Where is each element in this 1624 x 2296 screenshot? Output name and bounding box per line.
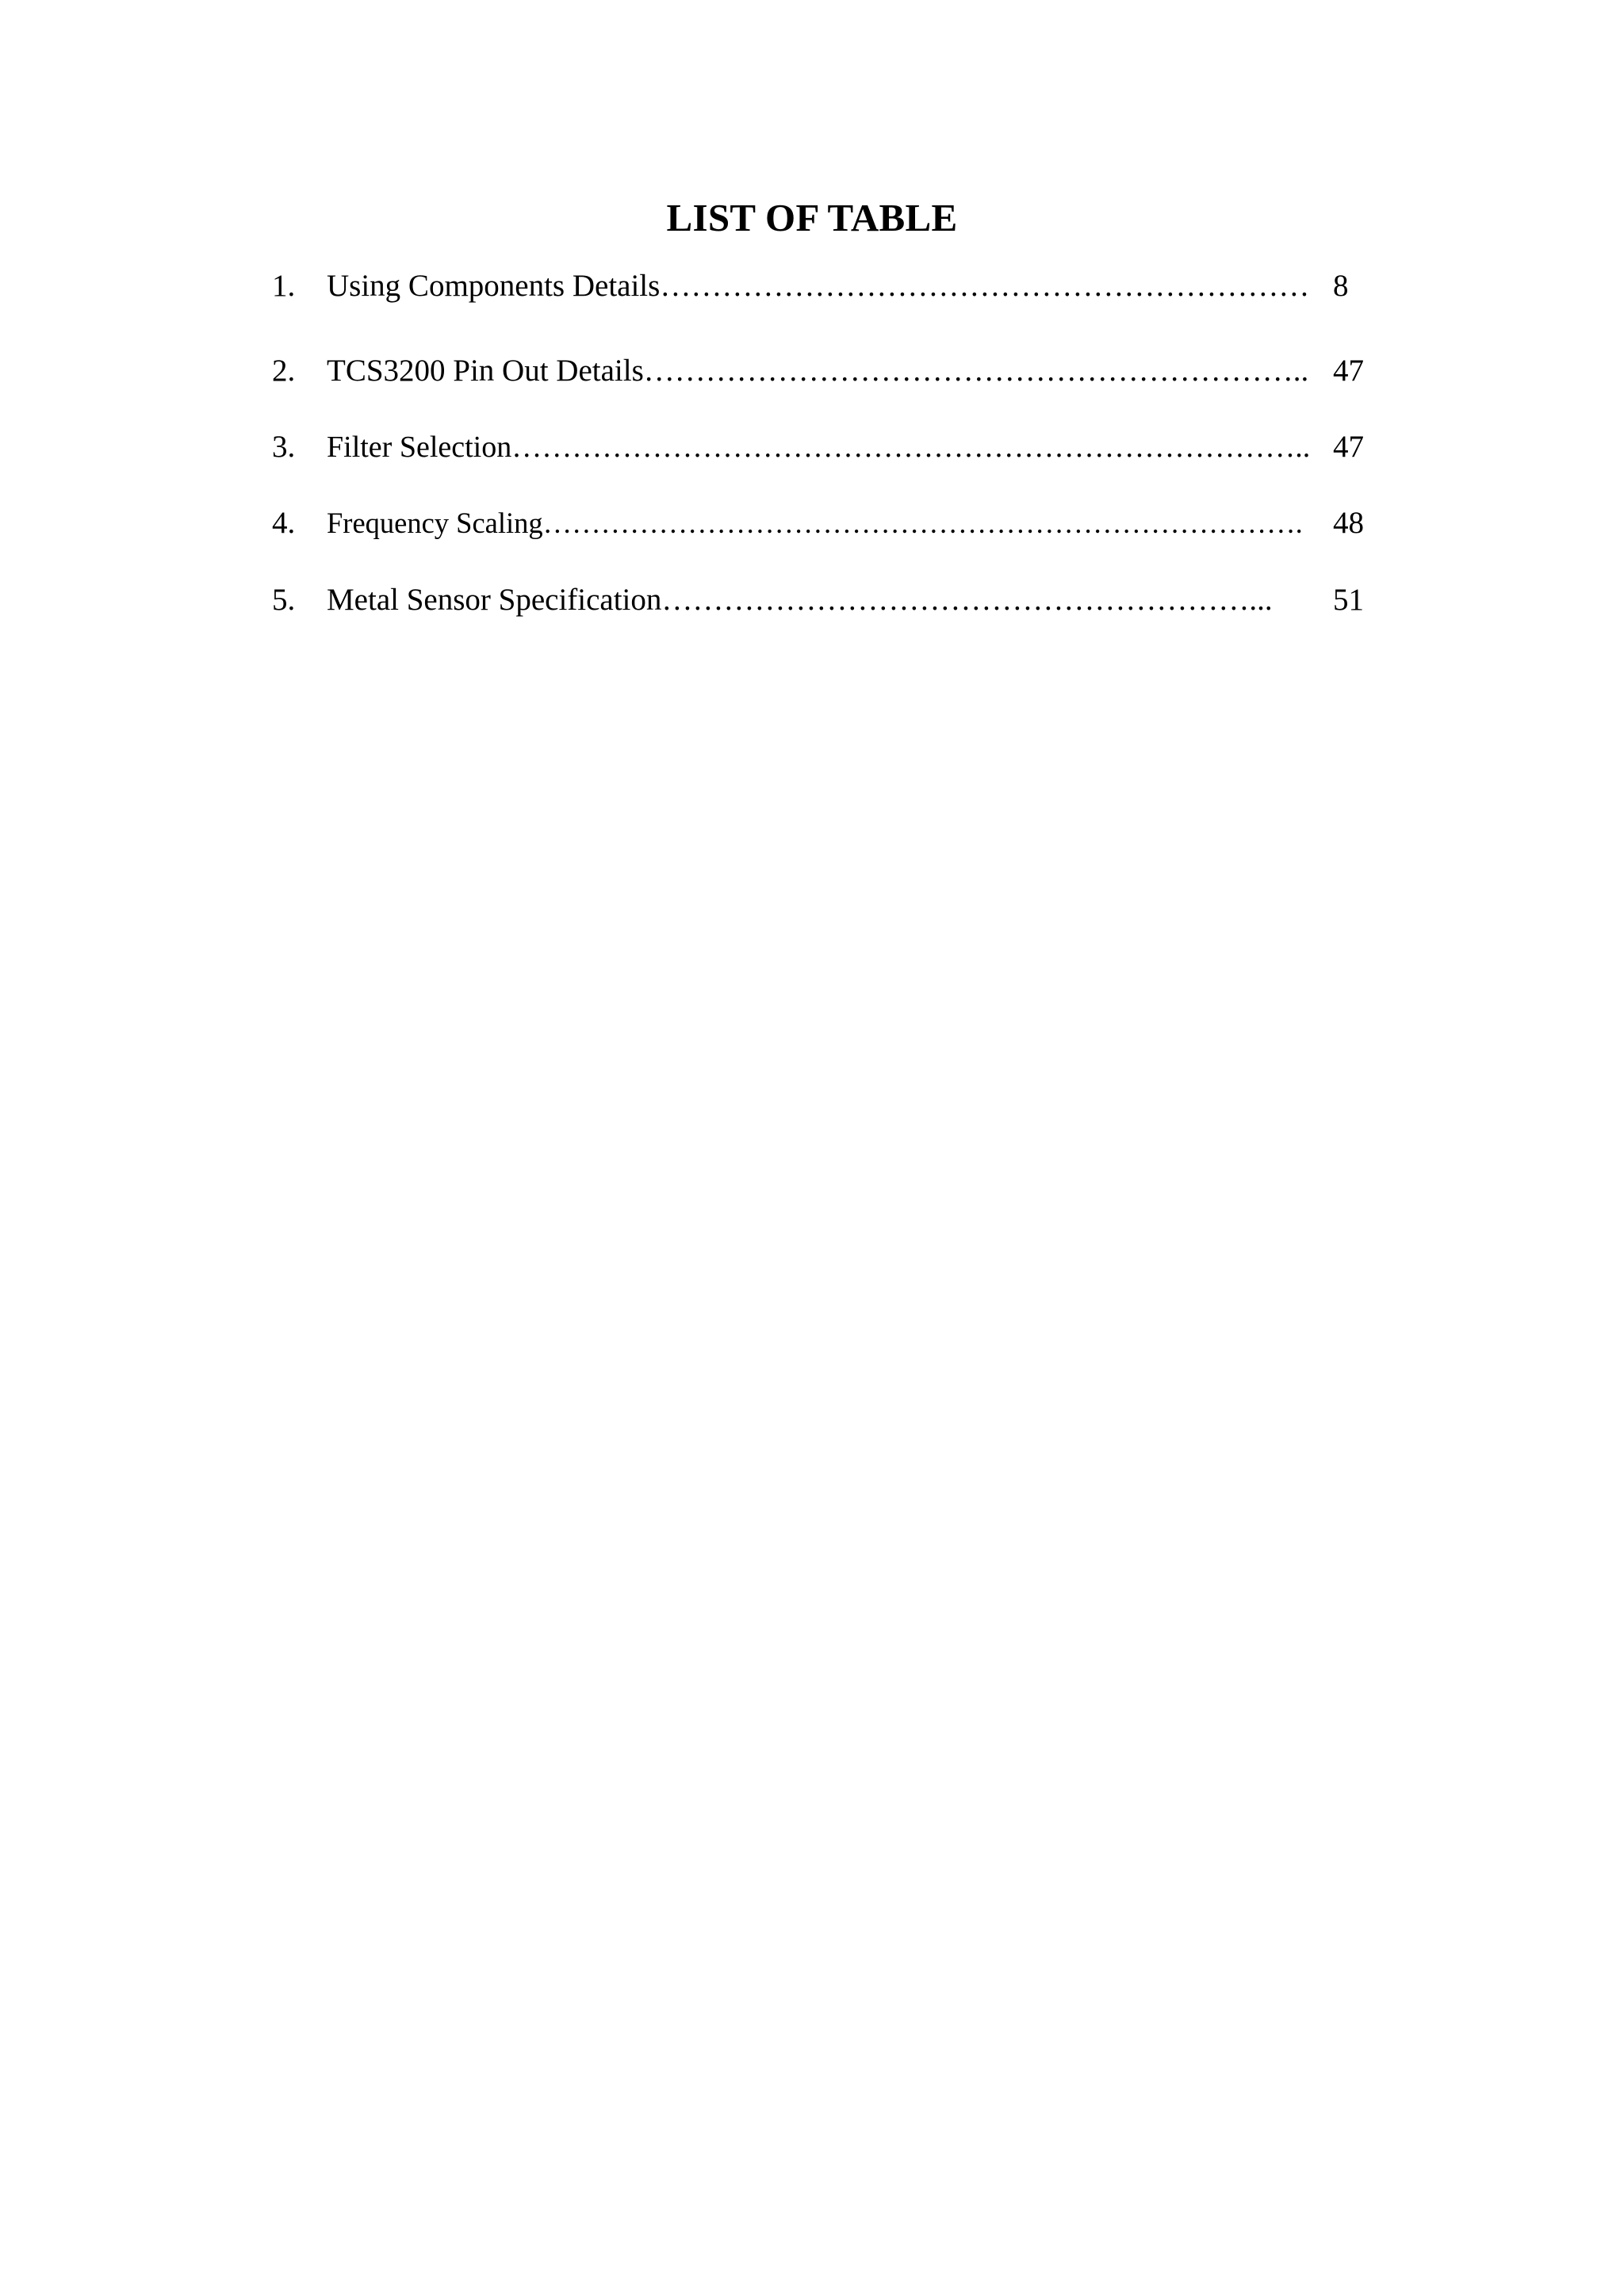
toc-entry bbox=[0, 349, 1624, 393]
toc-entry bbox=[0, 425, 1624, 469]
toc-entry-number: 3. bbox=[272, 430, 296, 464]
page-title: LIST OF TABLE bbox=[666, 196, 958, 239]
toc-entry-number: 2. bbox=[272, 354, 296, 388]
toc-entry-page: 48 bbox=[1333, 506, 1364, 540]
toc-entry-label: Filter Selection…………………………………………………………………….. bbox=[327, 430, 1311, 464]
toc-entry-page: 47 bbox=[1333, 430, 1364, 464]
toc-entry-page: 8 bbox=[1333, 269, 1349, 303]
toc-entry-page: 51 bbox=[1333, 583, 1364, 617]
toc-entry bbox=[0, 501, 1624, 545]
toc-entry-label: TCS3200 Pin Out Details……………………………………………………….. bbox=[327, 354, 1309, 388]
toc-entry-page: 47 bbox=[1333, 354, 1364, 388]
toc-entry-label: Using Components Details……………………………………………………… bbox=[327, 269, 1310, 303]
toc-entry bbox=[0, 578, 1624, 622]
toc-entry-label: Frequency Scaling……………………………………………………………………. bbox=[327, 507, 1303, 539]
toc-entry-label: Metal Sensor Specification…………………………………………………... bbox=[327, 583, 1273, 617]
toc-entry-number: 5. bbox=[272, 583, 296, 617]
toc-entry bbox=[0, 264, 1624, 308]
toc-entry-number: 4. bbox=[272, 506, 296, 540]
toc-entry-number: 1. bbox=[272, 269, 296, 303]
